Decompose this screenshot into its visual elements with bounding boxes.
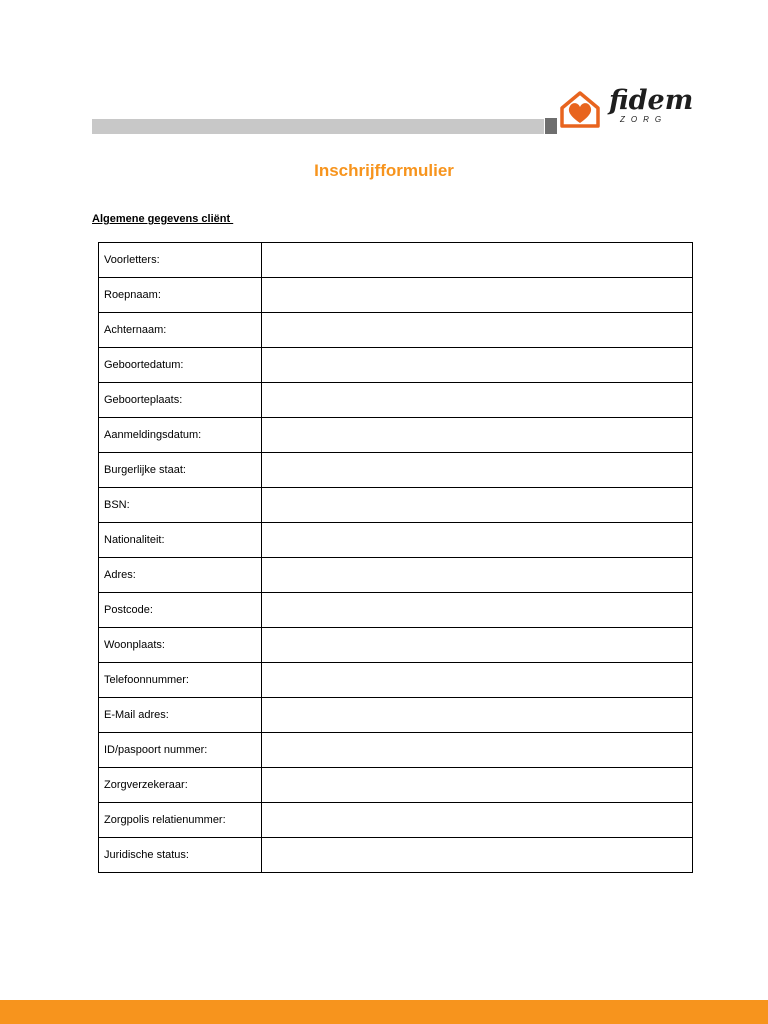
field-value[interactable] bbox=[262, 453, 693, 488]
field-label: Adres: bbox=[99, 558, 262, 593]
field-value[interactable] bbox=[262, 628, 693, 663]
field-value[interactable] bbox=[262, 488, 693, 523]
form-row bbox=[99, 733, 693, 768]
field-label: Juridische status: bbox=[99, 838, 262, 873]
field-label: BSN: bbox=[99, 488, 262, 523]
form-row bbox=[99, 768, 693, 803]
field-value[interactable] bbox=[262, 838, 693, 873]
section-heading: Algemene gegevens cliënt bbox=[92, 213, 234, 225]
form-row bbox=[99, 243, 693, 278]
field-value[interactable] bbox=[262, 733, 693, 768]
form-row bbox=[99, 488, 693, 523]
field-label: E-Mail adres: bbox=[99, 698, 262, 733]
field-label: Telefoonnummer: bbox=[99, 663, 262, 698]
field-label: Burgerlijke staat: bbox=[99, 453, 262, 488]
form-row bbox=[99, 628, 693, 663]
form-row bbox=[99, 663, 693, 698]
logo bbox=[558, 84, 694, 132]
field-value[interactable] bbox=[262, 243, 693, 278]
field-label: Postcode: bbox=[99, 593, 262, 628]
form-row bbox=[99, 698, 693, 733]
form-row bbox=[99, 313, 693, 348]
field-label: Zorgverzekeraar: bbox=[99, 768, 262, 803]
form-row bbox=[99, 593, 693, 628]
logo-subtitle: ZORG bbox=[620, 115, 668, 124]
field-label: Achternaam: bbox=[99, 313, 262, 348]
field-label: Geboorteplaats: bbox=[99, 383, 262, 418]
form-row bbox=[99, 803, 693, 838]
field-value[interactable] bbox=[262, 278, 693, 313]
client-data-table bbox=[98, 242, 693, 873]
field-label: Voorletters: bbox=[99, 243, 262, 278]
field-value[interactable] bbox=[262, 593, 693, 628]
header-square bbox=[545, 118, 557, 134]
form-row bbox=[99, 453, 693, 488]
footer-bar bbox=[0, 1000, 768, 1024]
logo-wordmark: fidem bbox=[609, 85, 694, 116]
field-value[interactable] bbox=[262, 803, 693, 838]
field-label: Woonplaats: bbox=[99, 628, 262, 663]
field-label: Aanmeldingsdatum: bbox=[99, 418, 262, 453]
form-row bbox=[99, 418, 693, 453]
form-row bbox=[99, 558, 693, 593]
field-value[interactable] bbox=[262, 663, 693, 698]
form-row bbox=[99, 383, 693, 418]
header-bar bbox=[92, 119, 544, 134]
form-row bbox=[99, 348, 693, 383]
page-title: Inschrijfformulier bbox=[314, 161, 454, 180]
field-value[interactable] bbox=[262, 698, 693, 733]
field-value[interactable] bbox=[262, 523, 693, 558]
field-value[interactable] bbox=[262, 348, 693, 383]
field-value[interactable] bbox=[262, 383, 693, 418]
field-value[interactable] bbox=[262, 313, 693, 348]
field-label: Zorgpolis relatienummer: bbox=[99, 803, 262, 838]
field-label: Roepnaam: bbox=[99, 278, 262, 313]
field-value[interactable] bbox=[262, 558, 693, 593]
field-label: Nationaliteit: bbox=[99, 523, 262, 558]
field-label: Geboortedatum: bbox=[99, 348, 262, 383]
field-label: ID/paspoort nummer: bbox=[99, 733, 262, 768]
field-value[interactable] bbox=[262, 768, 693, 803]
form-row bbox=[99, 838, 693, 873]
form-row bbox=[99, 278, 693, 313]
form-row bbox=[99, 523, 693, 558]
house-heart-icon bbox=[558, 88, 604, 130]
field-value[interactable] bbox=[262, 418, 693, 453]
